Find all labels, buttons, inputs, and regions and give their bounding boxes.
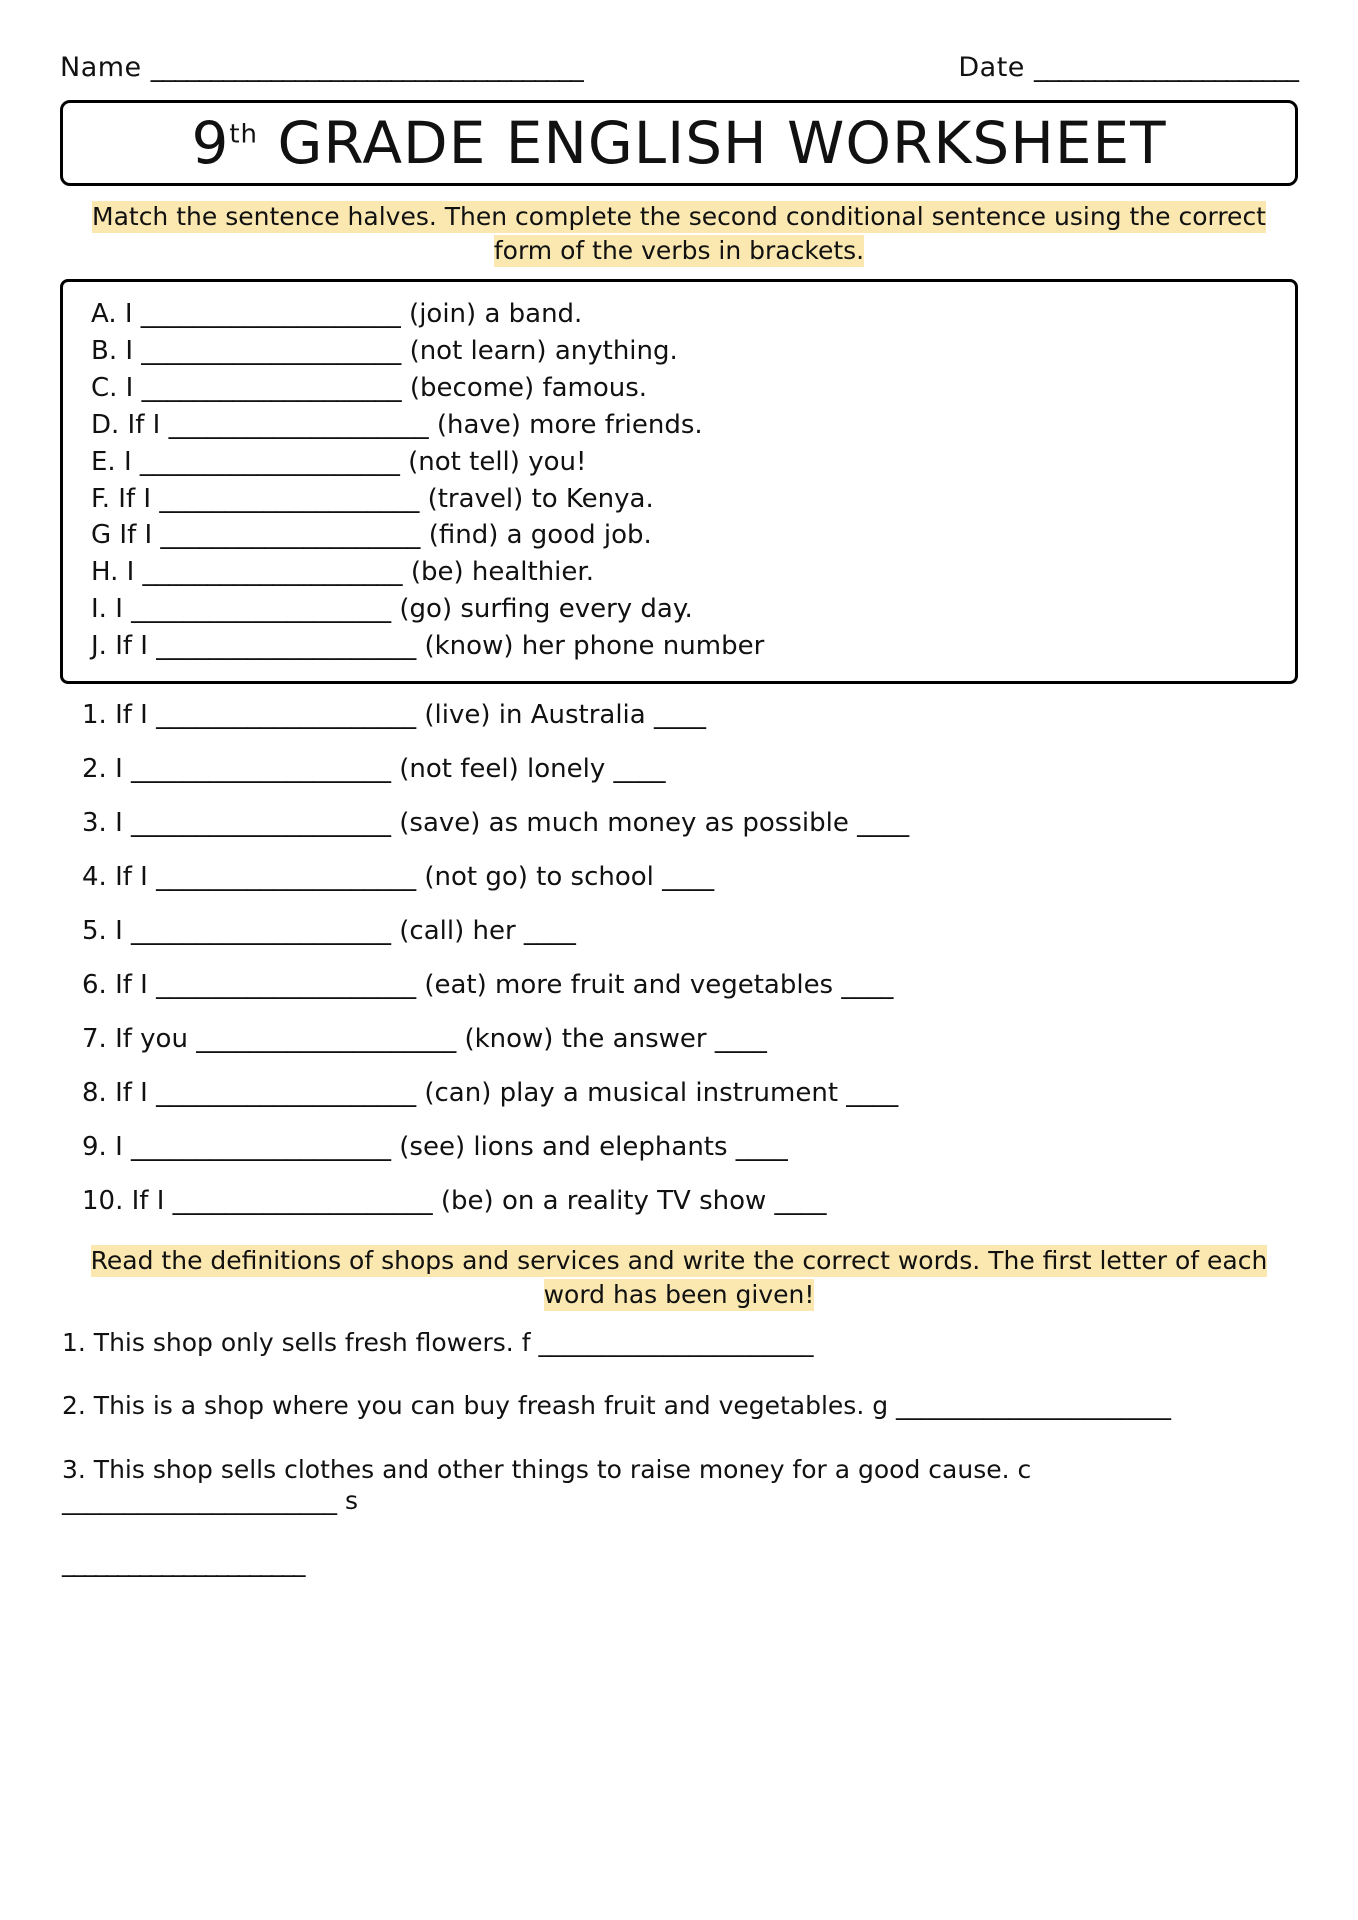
- numbered-item[interactable]: 6. If I ____________________ (eat) more fruit and vegetables ____: [82, 970, 894, 1001]
- instructions-text-1: Match the sentence halves. Then complete the second conditional sentence using the correct form of the verbs in brackets.: [92, 202, 1266, 265]
- date-field[interactable]: [958, 52, 1298, 83]
- numbered-item[interactable]: 9. I ____________________ (see) lions and elephants ____: [82, 1132, 788, 1163]
- numbered-exercise-list: [60, 700, 1298, 1217]
- numbered-item[interactable]: 7. If you ____________________ (know) the answer ____: [82, 1024, 767, 1055]
- definitions-exercise-list: [60, 1327, 1298, 1577]
- instructions-section-2: [60, 1244, 1298, 1311]
- definition-item[interactable]: 1. This shop only sells fresh flowers. f ______________________: [62, 1328, 814, 1358]
- numbered-item[interactable]: 4. If I ____________________ (not go) to school ____: [82, 862, 715, 893]
- match-item[interactable]: H. I ____________________ (be) healthier.: [91, 557, 594, 588]
- definition-trailing-blank[interactable]: ______________________: [62, 1548, 304, 1578]
- numbered-item[interactable]: 5. I ____________________ (call) her ____: [82, 916, 576, 947]
- match-item[interactable]: I. I ____________________ (go) surfing every day.: [91, 594, 693, 625]
- name-field[interactable]: [60, 52, 583, 83]
- numbered-item[interactable]: 8. If I ____________________ (can) play a musical instrument ____: [82, 1078, 899, 1109]
- match-item[interactable]: A. I ____________________ (join) a band.: [91, 299, 583, 329]
- title-box: [60, 100, 1298, 186]
- instructions-text-2: Read the definitions of shops and services and write the correct words. The first letter of each word has been given!: [90, 1246, 1268, 1309]
- match-item[interactable]: E. I ____________________ (not tell) you!: [91, 446, 587, 477]
- definition-item[interactable]: 2. This is a shop where you can buy freash fruit and vegetables. g ______________________: [62, 1391, 1172, 1421]
- match-item[interactable]: D. If I ____________________ (have) more friends.: [91, 409, 703, 440]
- numbered-item[interactable]: 10. If I ____________________ (be) on a reality TV show ____: [82, 1186, 827, 1217]
- match-item[interactable]: F. If I ____________________ (travel) to Kenya.: [91, 483, 654, 514]
- match-item[interactable]: C. I ____________________ (become) famous.: [91, 372, 648, 403]
- title-grade-number: 9: [191, 109, 230, 177]
- match-item[interactable]: G If I ____________________ (find) a good job.: [91, 520, 652, 551]
- date-label: Date: [958, 52, 1025, 83]
- instructions-section-1: [60, 200, 1298, 267]
- numbered-item[interactable]: 1. If I ____________________ (live) in Australia ____: [82, 700, 706, 731]
- numbered-item[interactable]: 2. I ____________________ (not feel) lonely ____: [82, 754, 666, 785]
- name-date-row: [60, 0, 1298, 83]
- name-label: Name: [60, 52, 142, 83]
- definition-item[interactable]: 3. This shop sells clothes and other things to raise money for a good cause. c ______________________ s: [62, 1454, 1032, 1515]
- numbered-item[interactable]: 3. I ____________________ (save) as much money as possible ____: [82, 808, 910, 839]
- name-blank-line[interactable]: ____________________________________: [150, 53, 583, 83]
- match-item[interactable]: B. I ____________________ (not learn) anything.: [91, 335, 678, 366]
- title-ordinal-suffix: th: [229, 119, 259, 150]
- matching-exercise-box: [60, 279, 1298, 684]
- match-item[interactable]: J. If I ____________________ (know) her phone number: [91, 631, 765, 662]
- title-rest: GRADE ENGLISH WORKSHEET: [258, 109, 1167, 177]
- page-title: [191, 109, 1167, 177]
- date-blank-line[interactable]: ______________________: [1034, 53, 1298, 83]
